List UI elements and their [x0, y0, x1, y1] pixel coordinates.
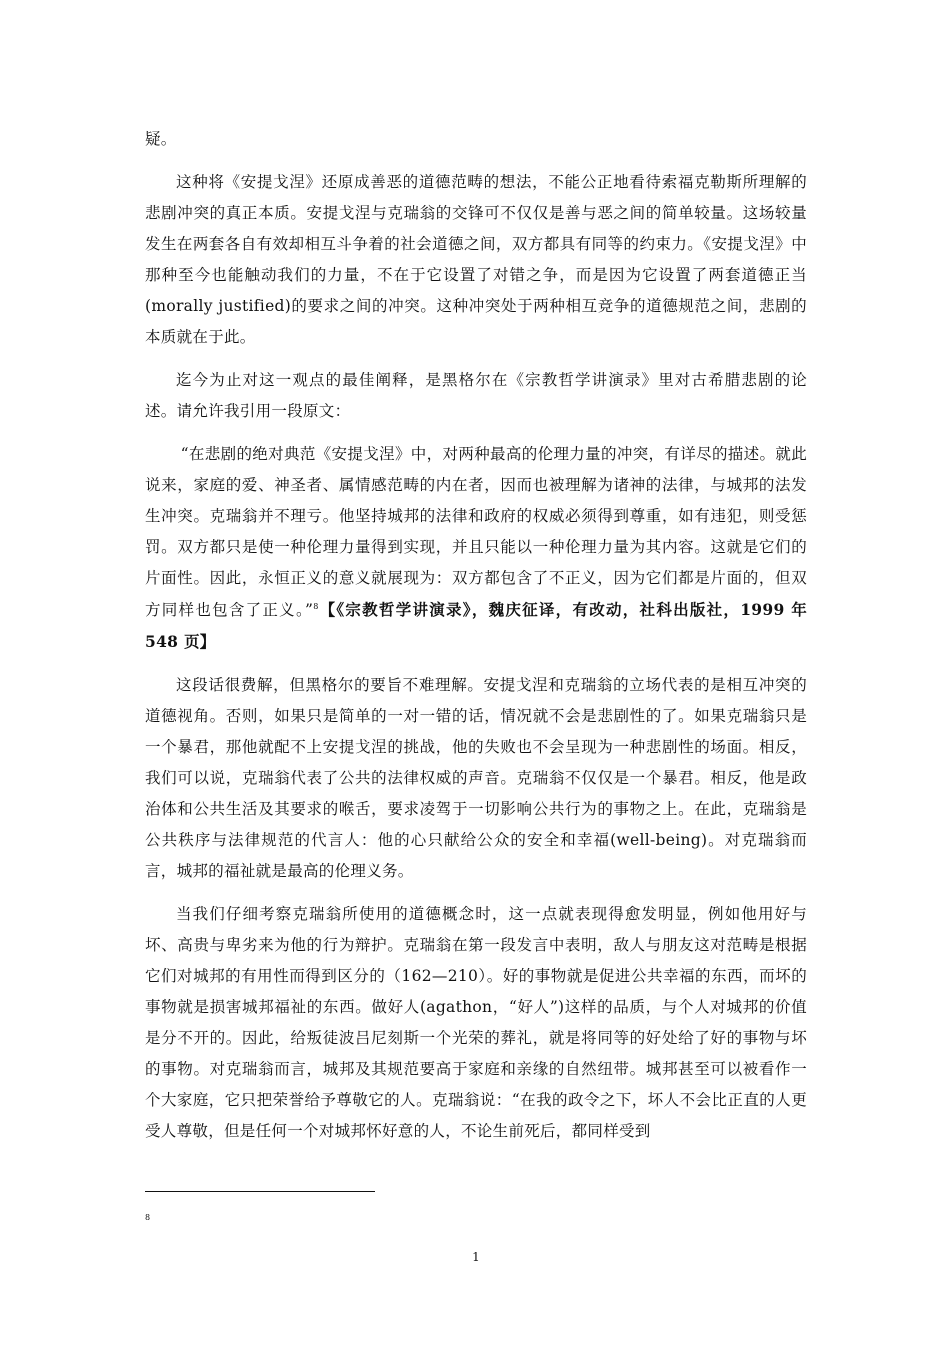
body-text [145, 124, 807, 1159]
paragraph-hegel-quote [145, 439, 807, 658]
paragraph-creon-moral-concepts: 当我们仔细考察克瑞翁所使用的道德概念时，这一点就表现得愈发明显，例如他用好与坏、高贵与卑劣来为他的行为辩护。克瑞翁在第一段发言中表明，敌人与朋友这对范畴是根据它们对城邦的有用性而得到区分的（162—210）。好的事物就是促进公共幸福的东西，而坏的事物就是损害城邦福祉的东西。做好人(agathon，“好人”)这样的品质，与个人对城邦的价值是分不开的。因此，给叛徒波吕尼刻斯一个光荣的葬礼，就是将同等的好处给了好的事物与坏的事物。对克瑞翁而言，城邦及其规范要高于家庭和亲缘的自然纽带。城邦甚至可以被看作一个大家庭，它只把荣誉给予尊敬它的人。克瑞翁说：“在我的政令之下，坏人不会比正直的人更受人尊敬，但是任何一个对城邦怀好意的人，不论生前死后，都同样受到 [145, 905, 807, 1140]
page-number: 1 [472, 1250, 480, 1264]
paragraph-antigone-tragic-conflict: 这种将《安提戈涅》还原成善恶的道德范畴的想法，不能公正地看待索福克勒斯所理解的悲剧冲突的真正本质。安提戈涅与克瑞翁的交锋可不仅仅是善与恶之间的简单较量。这场较量发生在两套各自有效却相互斗争着的社会道德之间，双方都具有同等的约束力。《安提戈涅》中那种至今也能触动我们的力量，不在于它设置了对错之争，而是因为它设置了两套道德正当(morally justified)的要求之间的冲突。这种冲突处于两种相互竞争的道德规范之间，悲剧的本质就在于此。 [145, 173, 807, 346]
paragraph-hegel-interpretation: 这段话很费解，但黑格尔的要旨不难理解。安提戈涅和克瑞翁的立场代表的是相互冲突的道德视角。否则，如果只是简单的一对一错的话，情况就不会是悲剧性的了。如果克瑞翁只是一个暴君，那他就配不上安提戈涅的挑战，他的失败也不会呈现为一种悲剧性的场面。相反，我们可以说，克瑞翁代表了公共的法律权威的声音。克瑞翁不仅仅是一个暴君。相反，他是政治体和公共生活及其要求的喉舌，要求凌驾于一切影响公共行为的事物之上。在此，克瑞翁是公共秩序与法律规范的代言人：他的心只献给公众的安全和幸福(well-being)。对克瑞翁而言，城邦的福祉就是最高的伦理义务。 [145, 676, 807, 880]
footnote-number: 8 [145, 1213, 151, 1222]
quote-citation: 【《宗教哲学讲演录》，魏庆征译，有改动，社科出版社，1999 年 548 页】 [145, 600, 807, 651]
paragraph-hegel-intro: 迄今为止对这一观点的最佳阐释，是黑格尔在《宗教哲学讲演录》里对古希腊悲剧的论述。请允许我引用一段原文： [145, 371, 807, 420]
footnote-separator [145, 1191, 375, 1192]
footnote-reference[interactable]: 8 [313, 601, 319, 611]
quote-text: “在悲剧的绝对典范《安提戈涅》中，对两种最高的伦理力量的冲突，有详尽的描述。就此说来，家庭的爱、神圣者、属情感范畴的内在者，因而也被理解为诸神的法律，与城邦的法发生冲突。克瑞翁并不理亏。他坚持城邦的法律和政府的权威必须得到尊重，如有违犯，则受惩罚。双方都只是使一种伦理力量得到实现，并且只能以一种伦理力量为其内容。这就是它们的片面性。因此，永恒正义的意义就展现为：双方都包含了不正义，因为它们都是片面的，但双方同样也包含了正义。” [145, 445, 807, 619]
paragraph-continuation: 疑。 [145, 130, 177, 148]
